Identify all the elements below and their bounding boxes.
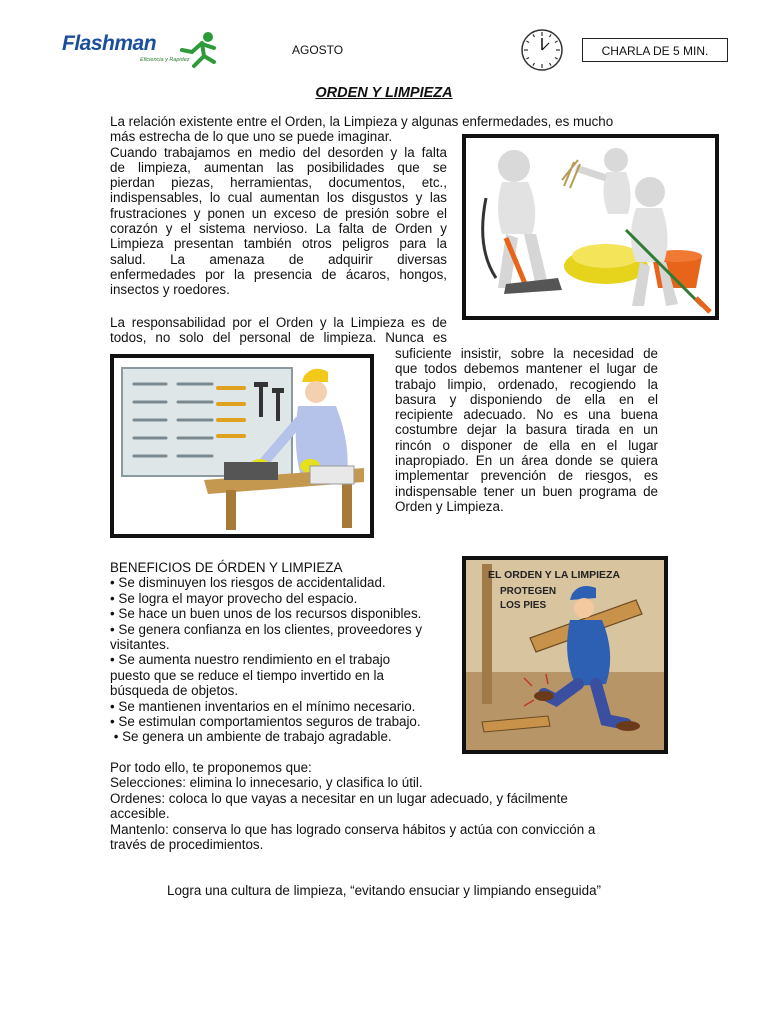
comic-caption-line2: PROTEGEN xyxy=(500,586,557,597)
logo-tagline: Eficiencia y Rapidez xyxy=(140,57,190,63)
intro-line: de limpieza, aumentan las posibilidades que se xyxy=(110,159,447,175)
proposals-section xyxy=(110,760,658,852)
comic-caption-line3: LOS PIES xyxy=(500,600,547,611)
benefit-line: • Se aumenta nuestro rendimiento en el trabajo xyxy=(110,652,391,668)
responsibility-line: rincón o disponer de ella en el lugar xyxy=(395,437,658,453)
page-title: ORDEN Y LIMPIEZA xyxy=(315,85,453,101)
intro-line: corazón y el sistema nervioso. La falta de Orden y xyxy=(110,221,447,237)
clock-icon xyxy=(520,28,564,72)
intro-line: insectos y roedores. xyxy=(110,282,230,298)
benefit-line: • Se disminuyen los riesgos de accidentalidad. xyxy=(110,575,386,591)
feet-protection-comic xyxy=(462,556,668,754)
responsibility-line: trabajo limpio, ordenado, recogiendo la xyxy=(395,376,658,392)
responsibility-line: suficiente insistir, sobre la necesidad de xyxy=(395,346,658,361)
benefit-line: • Se hace un buen unos de los recursos disponibles. xyxy=(110,606,422,622)
intro-line: pierdan piezas, herramientas, documentos, etc., xyxy=(110,175,447,191)
intro-line: Cuando trabajamos en medio del desorden y la falta xyxy=(110,144,447,160)
benefit-line: • Se estimulan comportamientos seguros de trabajo. xyxy=(110,714,421,730)
proposal-line: Por todo ello, te proponemos que: xyxy=(110,760,312,775)
responsibility-paragraph-top xyxy=(110,315,447,346)
benefit-line: • Se mantienen inventarios en el mínimo necesario. xyxy=(110,698,416,714)
proposal-line: accesible. xyxy=(110,806,170,822)
benefit-line: • Se genera un ambiente de trabajo agradable. xyxy=(110,729,392,745)
intro-line: Limpieza presentan también otros peligros para la xyxy=(110,236,447,252)
responsibility-line: La responsabilidad por el Orden y la Limpieza es de xyxy=(110,315,447,330)
responsibility-paragraph-right xyxy=(395,346,658,514)
proposal-line: Mantenlo: conserva lo que has logrado conserva hábitos y actúa con convicción a xyxy=(110,821,596,837)
intro-line: más estrecha de lo que uno se puede imaginar. xyxy=(110,129,393,145)
proposal-line: Selecciones: elimina lo innecesario, y clasifica lo útil. xyxy=(110,775,423,791)
responsibility-line: Orden y Limpieza. xyxy=(395,498,504,514)
month-label: AGOSTO xyxy=(292,43,344,57)
benefit-line: • Se genera confianza en los clientes, proveedores y xyxy=(110,621,423,637)
intro-line: enfermedades por la presencia de ácaros, hongos, xyxy=(110,266,447,282)
intro-line: frustraciones y ponen un exceso de presión sobre el xyxy=(110,205,447,221)
responsibility-line: recipiente adecuado. No es una buena xyxy=(395,407,658,423)
responsibility-line: indispensable tener un buen programa de xyxy=(395,483,658,499)
proposal-line: Ordenes: coloca lo que vayas a necesitar en un lugar adecuado, y fácilmente xyxy=(110,790,568,806)
tool-wall-worker-illustration xyxy=(110,354,374,538)
intro-line: salud. La amenaza de adquirir diversas xyxy=(110,251,447,267)
flashman-logo xyxy=(62,30,222,74)
responsibility-line: que todos debemos mantener el lugar de xyxy=(395,361,658,377)
responsibility-line: basura y disponiendo de ella en el xyxy=(395,391,658,407)
benefits-section xyxy=(110,560,455,745)
intro-line: indispensables, lo cual aumentan los disgustos y las xyxy=(110,190,447,206)
running-man-icon xyxy=(174,30,222,70)
talk-duration-badge: CHARLA DE 5 MIN. xyxy=(582,38,728,62)
closing-quote: Logra una cultura de limpieza, “evitando ensuciar y limpiando enseguida” xyxy=(167,883,601,898)
logo-wordmark: Flashman xyxy=(62,32,157,55)
benefit-line: • Se logra el mayor provecho del espacio. xyxy=(110,590,358,606)
benefits-heading: BENEFICIOS DE ÓRDEN Y LIMPIEZA xyxy=(110,560,343,575)
benefit-line: puesto que se reduce el tiempo invertido en la xyxy=(110,667,384,683)
intro-line: La relación existente entre el Orden, la Limpieza y algunas enfermedades, es mucho xyxy=(110,114,614,129)
responsibility-line: todos, no solo del personal de limpieza. Nunca es xyxy=(110,330,447,346)
benefit-line: búsqueda de objetos. xyxy=(110,683,239,699)
cleaning-crew-illustration xyxy=(462,134,719,320)
responsibility-line: costumbre dejar la basura tirada en un xyxy=(395,422,658,438)
responsibility-line: inapropiado. En un área donde se quiera xyxy=(395,453,658,469)
proposal-line: través de procedimientos. xyxy=(110,837,264,853)
responsibility-line: implementar prevención de riesgos, es xyxy=(395,468,658,484)
comic-caption-line1: EL ORDEN Y LA LIMPIEZA xyxy=(488,569,621,581)
benefit-line: visitantes. xyxy=(110,637,170,653)
